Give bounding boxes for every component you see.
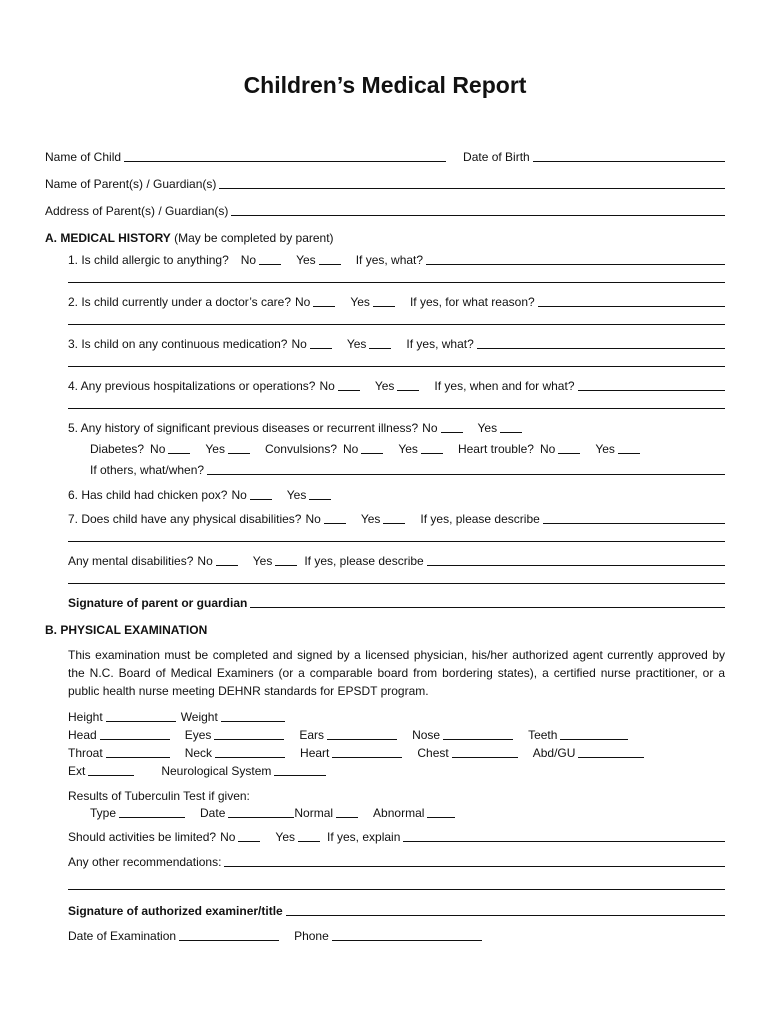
height-field[interactable]: [106, 721, 176, 722]
convulsions-no-label: No: [343, 442, 359, 456]
neuro-label: Neurological System: [161, 764, 272, 778]
header-row-address: [45, 204, 725, 218]
q2-yes-field[interactable]: [373, 306, 395, 307]
parent-name-field[interactable]: [219, 188, 725, 189]
question-4: [68, 379, 725, 393]
section-b-heading: B. PHYSICAL EXAMINATION: [45, 623, 208, 637]
examiner-signature-field[interactable]: [286, 915, 725, 916]
section-a-note: (May be completed by parent): [174, 231, 334, 245]
q6-yes-field[interactable]: [309, 499, 331, 500]
exam-date-field[interactable]: [179, 940, 279, 941]
q7-yes-field[interactable]: [383, 523, 405, 524]
recommendations-row: [68, 855, 725, 869]
convulsions-label: Convulsions?: [264, 442, 338, 456]
abd-label: Abd/GU: [532, 746, 576, 760]
mental-no-field[interactable]: [216, 565, 238, 566]
q3-yes-label: Yes: [346, 337, 367, 351]
diabetes-no-field[interactable]: [168, 453, 190, 454]
q4-yes-field[interactable]: [397, 390, 419, 391]
phone-label: Phone: [294, 929, 329, 943]
examiner-signature-label: Signature of authorized examiner/title: [68, 904, 283, 918]
others-label: If others, what/when?: [90, 463, 205, 477]
nose-label: Nose: [412, 728, 441, 742]
q3-follow-label: If yes, what?: [406, 337, 474, 351]
heart-yes-field[interactable]: [618, 453, 640, 454]
tb-label: Results of Tuberculin Test if given:: [68, 789, 250, 803]
limited-row: [68, 830, 725, 844]
limited-no-label: No: [220, 830, 236, 844]
question-7: [68, 512, 725, 526]
diabetes-yes-label: Yes: [205, 442, 225, 456]
abd-field[interactable]: [578, 757, 644, 758]
tb-date-field[interactable]: [228, 817, 294, 818]
q6-yes-label: Yes: [286, 488, 307, 502]
throat-field[interactable]: [106, 757, 170, 758]
nose-field[interactable]: [443, 739, 513, 740]
section-a-heading: [45, 231, 334, 245]
q2-no-field[interactable]: [313, 306, 335, 307]
neck-label: Neck: [184, 746, 213, 760]
q7-extra-line[interactable]: [68, 541, 725, 542]
q7-yes-label: Yes: [360, 512, 381, 526]
height-label: Height: [68, 710, 103, 724]
q1-no-label: No: [240, 253, 257, 267]
q1-yes-label: Yes: [296, 253, 316, 267]
chest-label: Chest: [417, 746, 449, 760]
phone-field[interactable]: [332, 940, 482, 941]
q1-extra-line[interactable]: [68, 282, 725, 283]
q7-follow-field[interactable]: [543, 523, 725, 524]
q4-follow-field[interactable]: [578, 390, 726, 391]
chest-field[interactable]: [452, 757, 518, 758]
question-mental: [68, 554, 725, 568]
question-6: [68, 488, 334, 502]
throat-label: Throat: [68, 746, 103, 760]
limited-text: Should activities be limited?: [68, 830, 217, 844]
eyes-label: Eyes: [184, 728, 212, 742]
parent-signature-label: Signature of parent or guardian: [68, 596, 248, 610]
mental-yes-label: Yes: [252, 554, 273, 568]
measure-row-4: [68, 764, 329, 778]
q2-follow-field[interactable]: [538, 306, 725, 307]
heart-no-field[interactable]: [558, 453, 580, 454]
q6-no-field[interactable]: [250, 499, 272, 500]
header-row-child: [45, 150, 725, 164]
q5-no-label: No: [422, 421, 438, 435]
q5-others: [90, 463, 725, 477]
parent-signature-field[interactable]: [250, 607, 725, 608]
q4-no-field[interactable]: [338, 390, 360, 391]
tb-type-label: Type: [90, 806, 117, 820]
limited-yes-field[interactable]: [298, 841, 320, 842]
convulsions-yes-label: Yes: [398, 442, 418, 456]
exam-date-label: Date of Examination: [68, 929, 177, 943]
head-label: Head: [68, 728, 97, 742]
q1-follow-field[interactable]: [426, 264, 725, 265]
limited-follow-label: If yes, explain: [327, 830, 401, 844]
tb-abnormal-label: Abnormal: [373, 806, 425, 820]
section-a-title: A. MEDICAL HISTORY: [45, 231, 171, 245]
q4-no-label: No: [319, 379, 335, 393]
q2-yes-label: Yes: [350, 295, 370, 309]
q2-text: 2. Is child currently under a doctor’s care?: [68, 295, 292, 309]
diabetes-no-label: No: [150, 442, 166, 456]
q3-text: 3. Is child on any continuous medication?: [68, 337, 288, 351]
q5-no-field[interactable]: [441, 432, 463, 433]
q3-no-field[interactable]: [310, 348, 332, 349]
limited-no-field[interactable]: [238, 841, 260, 842]
q5-conditions: [90, 442, 643, 456]
diabetes-label: Diabetes?: [90, 442, 145, 456]
ext-field[interactable]: [88, 775, 134, 776]
q1-no-field[interactable]: [259, 264, 281, 265]
question-1: [68, 253, 725, 267]
page-title: Children’s Medical Report: [243, 72, 527, 98]
heart-trouble-label: Heart trouble?: [457, 442, 534, 456]
convulsions-yes-field[interactable]: [421, 453, 443, 454]
recommendations-field[interactable]: [224, 866, 725, 867]
head-field[interactable]: [100, 739, 170, 740]
q7-text: 7. Does child have any physical disabilities?: [68, 512, 302, 526]
parent-address-label: Address of Parent(s) / Guardian(s): [45, 204, 229, 218]
child-name-label: Name of Child: [45, 150, 122, 164]
neck-field[interactable]: [215, 757, 285, 758]
mental-follow-field[interactable]: [427, 565, 725, 566]
ext-label: Ext: [68, 764, 86, 778]
q3-no-label: No: [291, 337, 307, 351]
dob-field[interactable]: [533, 161, 725, 162]
measure-row-3: [68, 746, 647, 760]
q5-yes-label: Yes: [477, 421, 498, 435]
q1-yes-field[interactable]: [319, 264, 341, 265]
q4-text: 4. Any previous hospitalizations or operations?: [68, 379, 316, 393]
q3-extra-line[interactable]: [68, 366, 725, 367]
tb-normal-label: Normal: [294, 806, 334, 820]
question-2: [68, 295, 725, 309]
dob-label: Date of Birth: [463, 150, 530, 164]
q2-follow-label: If yes, for what reason?: [409, 295, 535, 309]
measure-row-2: [68, 728, 631, 742]
mental-extra-line[interactable]: [68, 583, 725, 584]
others-field[interactable]: [207, 474, 725, 475]
q5-yes-field[interactable]: [500, 432, 522, 433]
parent-name-label: Name of Parent(s) / Guardian(s): [45, 177, 217, 191]
tb-type-field[interactable]: [119, 817, 185, 818]
exam-date-row: [68, 929, 485, 943]
q4-extra-line[interactable]: [68, 408, 725, 409]
q1-text: 1. Is child allergic to anything?: [68, 253, 229, 267]
heart-yes-label: Yes: [595, 442, 615, 456]
exam-heart-label: Heart: [300, 746, 330, 760]
q7-follow-label: If yes, please describe: [420, 512, 540, 526]
q3-follow-field[interactable]: [477, 348, 725, 349]
q6-no-label: No: [231, 488, 247, 502]
q1-follow-label: If yes, what?: [355, 253, 424, 267]
tb-abnormal-field[interactable]: [427, 817, 455, 818]
q2-no-label: No: [295, 295, 311, 309]
q7-no-label: No: [305, 512, 321, 526]
recommendations-extra-line[interactable]: [68, 889, 725, 890]
exam-heart-field[interactable]: [332, 757, 402, 758]
ears-field[interactable]: [327, 739, 397, 740]
tb-date-label: Date: [200, 806, 226, 820]
weight-label: Weight: [180, 710, 218, 724]
ears-label: Ears: [299, 728, 325, 742]
q4-yes-label: Yes: [374, 379, 395, 393]
question-5: [68, 421, 525, 435]
recommendations-label: Any other recommendations:: [68, 855, 222, 869]
question-3: [68, 337, 725, 351]
tb-row: [90, 806, 458, 820]
q3-yes-field[interactable]: [369, 348, 391, 349]
tb-normal-field[interactable]: [336, 817, 358, 818]
parent-address-field[interactable]: [231, 215, 725, 216]
teeth-label: Teeth: [528, 728, 558, 742]
heart-no-label: No: [539, 442, 556, 456]
convulsions-no-field[interactable]: [361, 453, 383, 454]
mental-yes-field[interactable]: [275, 565, 297, 566]
q6-text: 6. Has child had chicken pox?: [68, 488, 228, 502]
eyes-field[interactable]: [214, 739, 284, 740]
header-row-parent: [45, 177, 725, 191]
teeth-field[interactable]: [560, 739, 628, 740]
limited-follow-field[interactable]: [403, 841, 725, 842]
limited-yes-label: Yes: [275, 830, 295, 844]
parent-signature-row: [68, 596, 725, 610]
q4-follow-label: If yes, when and for what?: [434, 379, 575, 393]
mental-text: Any mental disabilities?: [68, 554, 194, 568]
mental-follow-label: If yes, please describe: [304, 554, 424, 568]
q5-text: 5. Any history of significant previous diseases or recurrent illness?: [68, 421, 419, 435]
examiner-signature-row: [68, 904, 725, 918]
q7-no-field[interactable]: [324, 523, 346, 524]
weight-field[interactable]: [221, 721, 285, 722]
diabetes-yes-field[interactable]: [228, 453, 250, 454]
exam-instructions: This examination must be completed and signed by a licensed physician, his/her authorized agent currently approved by the N.C. Board of Medical Examiners (or a comparable board from bordering states), a certified nurse practitioner, or a public health nurse meeting DEHNR standards for EPSDT program.: [68, 648, 725, 698]
neuro-field[interactable]: [274, 775, 326, 776]
child-name-field[interactable]: [124, 161, 446, 162]
measure-row-1: [68, 710, 288, 724]
mental-no-label: No: [197, 554, 213, 568]
q2-extra-line[interactable]: [68, 324, 725, 325]
